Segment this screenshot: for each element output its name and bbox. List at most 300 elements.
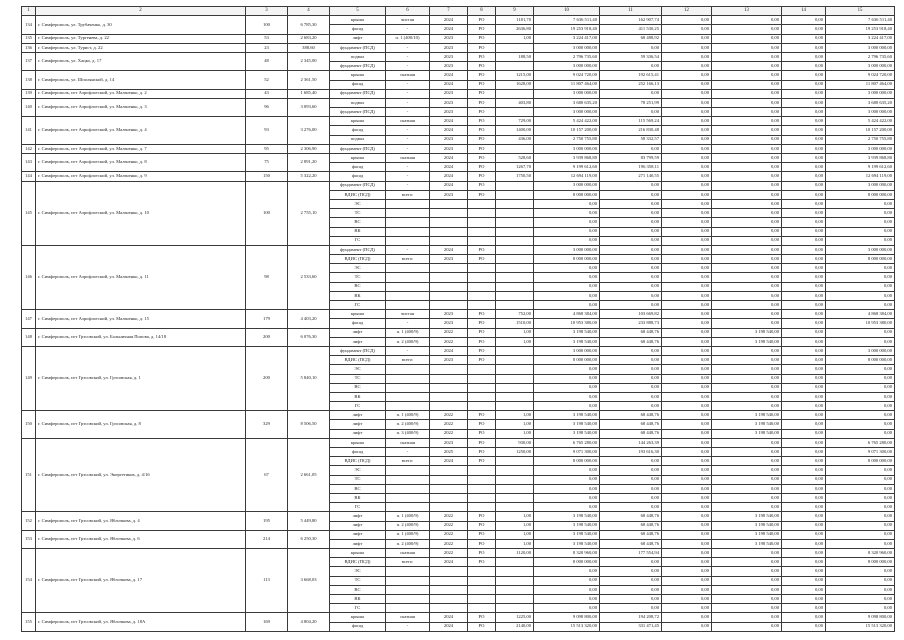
fund-cost-cell: 68 448,76: [600, 411, 662, 420]
owner-funds-cell: 0,00: [826, 273, 895, 282]
work-type-cell: фундамент (ПСД): [330, 181, 386, 190]
budget-3-cell: 0,00: [782, 438, 826, 447]
work-type-cell: подвал: [330, 52, 386, 61]
executor-cell: РО: [468, 126, 496, 135]
owner-funds-cell: 8 000 000,00: [826, 356, 895, 365]
executor-cell: [468, 291, 496, 300]
total-cost-cell: 0,00: [534, 383, 600, 392]
work-type-cell: крыша: [330, 549, 386, 558]
row-number: 145: [22, 181, 36, 245]
header-cell: 14: [782, 7, 826, 16]
work-detail-cell: п. 3 (400/9): [386, 429, 430, 438]
budget-1-cell: 0,00: [662, 539, 712, 548]
fund-cost-cell: 0,00: [600, 374, 662, 383]
owner-funds-cell: 0,00: [826, 402, 895, 411]
work-detail-cell: скатная: [386, 438, 430, 447]
volume-cell: [496, 282, 534, 291]
total-cost-cell: 0,00: [534, 466, 600, 475]
table-row: [22, 52, 895, 61]
table-row: [22, 117, 895, 126]
owner-funds-cell: 3 000 000,00: [826, 108, 895, 117]
total-cost-cell: 3 680 635,20: [534, 98, 600, 107]
year-cell: [430, 475, 468, 484]
volume-cell: [496, 383, 534, 392]
executor-cell: [468, 567, 496, 576]
executor-cell: РО: [468, 144, 496, 153]
fund-cost-cell: 68 448,76: [600, 337, 662, 346]
owner-funds-cell: 0,00: [826, 429, 895, 438]
volume-cell: 1510,00: [496, 319, 534, 328]
work-type-cell: лифт: [330, 34, 386, 43]
budget-3-cell: 0,00: [782, 52, 826, 61]
volume-cell: 1250,00: [496, 448, 534, 457]
work-detail-cell: -: [386, 181, 430, 190]
header-cell: 1: [22, 7, 36, 16]
budget-1-cell: 0,00: [662, 448, 712, 457]
volume-cell: 1,00: [496, 420, 534, 429]
executor-cell: РО: [468, 25, 496, 34]
year-cell: 2024: [430, 80, 468, 89]
executor-cell: [468, 475, 496, 484]
budget-1-cell: 0,00: [662, 420, 712, 429]
row-number: 141: [22, 117, 36, 145]
table-row: [22, 16, 895, 25]
year-cell: 2023: [430, 62, 468, 71]
work-detail-cell: -: [386, 144, 430, 153]
header-cell: 5: [330, 7, 386, 16]
work-detail-cell: -: [386, 25, 430, 34]
work-detail-cell: всего:: [386, 190, 430, 199]
area-cell: 169: [246, 613, 288, 632]
total-cost-cell: 0,00: [534, 227, 600, 236]
budget-2-cell: 0,00: [712, 356, 782, 365]
work-type-cell: ВС: [330, 218, 386, 227]
year-cell: 2023: [430, 356, 468, 365]
volume-cell: [496, 466, 534, 475]
address-cell: г. Симферополь, пгт Грэсовский, ул. Грэсовская, д. 8: [36, 411, 246, 439]
fund-cost-cell: 177 554,94: [600, 549, 662, 558]
budget-2-cell: 0,00: [712, 457, 782, 466]
volume-cell: [496, 356, 534, 365]
budget-1-cell: 0,00: [662, 80, 712, 89]
work-type-cell: крыша: [330, 438, 386, 447]
work-detail-cell: -: [386, 135, 430, 144]
budget-2-cell: 0,00: [712, 98, 782, 107]
work-type-cell: фундамент (ПСД): [330, 43, 386, 52]
budget-1-cell: 0,00: [662, 227, 712, 236]
total-cost-cell: 3 939 868,80: [534, 154, 600, 163]
budget-2-cell: 3 198 540,00: [712, 521, 782, 530]
executor-cell: РО: [468, 346, 496, 355]
total-cost-cell: 3 198 540,00: [534, 521, 600, 530]
work-type-cell: ЭС: [330, 466, 386, 475]
year-cell: 2023: [430, 34, 468, 43]
executor-cell: РО: [468, 328, 496, 337]
work-type-cell: ТС: [330, 475, 386, 484]
row-number: 153: [22, 530, 36, 548]
owner-funds-cell: 9 024 720,00: [826, 71, 895, 80]
budget-3-cell: 0,00: [782, 108, 826, 117]
work-detail-cell: п. 2 (400/9): [386, 521, 430, 530]
executor-cell: [468, 503, 496, 512]
executor-cell: РО: [468, 172, 496, 181]
row-number: 154: [22, 549, 36, 613]
budget-3-cell: 0,00: [782, 512, 826, 521]
executor-cell: РО: [468, 255, 496, 264]
budget-1-cell: 0,00: [662, 245, 712, 254]
cost-cell: 2 755,10: [288, 181, 330, 245]
budget-3-cell: 0,00: [782, 16, 826, 25]
budget-2-cell: 3 198 540,00: [712, 429, 782, 438]
total-cost-cell: 0,00: [534, 365, 600, 374]
work-detail-cell: скатная: [386, 613, 430, 622]
fund-cost-cell: 0,00: [600, 291, 662, 300]
year-cell: 2022: [430, 411, 468, 420]
volume-cell: [496, 255, 534, 264]
budget-2-cell: 0,00: [712, 255, 782, 264]
work-type-cell: ГС: [330, 604, 386, 613]
row-number: 151: [22, 438, 36, 512]
total-cost-cell: 3 000 000,00: [534, 62, 600, 71]
budget-2-cell: 0,00: [712, 108, 782, 117]
fund-cost-cell: 0,00: [600, 181, 662, 190]
budget-2-cell: 0,00: [712, 576, 782, 585]
budget-1-cell: 0,00: [662, 457, 712, 466]
header-cell: 9: [496, 7, 534, 16]
year-cell: [430, 484, 468, 493]
budget-3-cell: 0,00: [782, 530, 826, 539]
cost-cell: 3 668,03: [288, 549, 330, 613]
total-cost-cell: 3 198 540,00: [534, 420, 600, 429]
row-number: 142: [22, 144, 36, 153]
budget-2-cell: 0,00: [712, 475, 782, 484]
owner-funds-cell: 0,00: [826, 374, 895, 383]
fund-cost-cell: 0,00: [600, 503, 662, 512]
volume-cell: [496, 567, 534, 576]
year-cell: 2023: [430, 319, 468, 328]
budget-1-cell: 0,00: [662, 613, 712, 622]
budget-3-cell: 0,00: [782, 337, 826, 346]
volume-cell: 1120,00: [496, 549, 534, 558]
fund-cost-cell: 0,00: [600, 273, 662, 282]
volume-cell: [496, 181, 534, 190]
budget-3-cell: 0,00: [782, 163, 826, 172]
fund-cost-cell: 0,00: [600, 255, 662, 264]
executor-cell: РО: [468, 108, 496, 117]
fund-cost-cell: 196 358,11: [600, 163, 662, 172]
budget-2-cell: 0,00: [712, 595, 782, 604]
total-cost-cell: 9 024 720,00: [534, 71, 600, 80]
budget-2-cell: 0,00: [712, 43, 782, 52]
executor-cell: РО: [468, 71, 496, 80]
volume-cell: 1,00: [496, 530, 534, 539]
budget-3-cell: 0,00: [782, 622, 826, 631]
owner-funds-cell: 15 513 320,00: [826, 622, 895, 631]
work-detail-cell: [386, 585, 430, 594]
total-cost-cell: 10 157 200,00: [534, 126, 600, 135]
table-row: [22, 98, 895, 107]
work-detail-cell: [386, 383, 430, 392]
budget-2-cell: 0,00: [712, 62, 782, 71]
owner-funds-cell: 0,00: [826, 227, 895, 236]
budget-3-cell: 0,00: [782, 402, 826, 411]
year-cell: 2022: [430, 328, 468, 337]
work-detail-cell: п. 1 (400/10): [386, 34, 430, 43]
budget-2-cell: 3 198 540,00: [712, 512, 782, 521]
total-cost-cell: 3 000 000,00: [534, 181, 600, 190]
executor-cell: РО: [468, 117, 496, 126]
cost-cell: 8 506,50: [288, 411, 330, 439]
budget-2-cell: 0,00: [712, 585, 782, 594]
work-type-cell: фундамент (ПСД): [330, 144, 386, 153]
budget-2-cell: 3 198 540,00: [712, 420, 782, 429]
year-cell: 2023: [430, 89, 468, 98]
area-cell: 48: [246, 52, 288, 70]
work-detail-cell: [386, 484, 430, 493]
work-detail-cell: всего:: [386, 558, 430, 567]
budget-2-cell: 0,00: [712, 172, 782, 181]
budget-2-cell: 0,00: [712, 310, 782, 319]
owner-funds-cell: 10 157 200,00: [826, 126, 895, 135]
executor-cell: РО: [468, 530, 496, 539]
volume-cell: 1750,50: [496, 172, 534, 181]
work-type-cell: ЭС: [330, 567, 386, 576]
fund-cost-cell: 0,00: [600, 558, 662, 567]
work-detail-cell: -: [386, 108, 430, 117]
budget-1-cell: 0,00: [662, 595, 712, 604]
work-type-cell: ТС: [330, 374, 386, 383]
row-number: 135: [22, 34, 36, 43]
row-number: 134: [22, 16, 36, 34]
area-cell: 100: [246, 181, 288, 245]
work-type-cell: ГС: [330, 402, 386, 411]
work-detail-cell: -: [386, 448, 430, 457]
year-cell: [430, 585, 468, 594]
total-cost-cell: 5 424 422,00: [534, 117, 600, 126]
address-cell: г. Симферополь, пгт Аэрофлотский, ул. Мальченко, д. 4: [36, 117, 246, 145]
fund-cost-cell: 68 448,76: [600, 539, 662, 548]
cost-cell: 2 891,20: [288, 154, 330, 172]
budget-2-cell: 0,00: [712, 613, 782, 622]
total-cost-cell: 0,00: [534, 503, 600, 512]
year-cell: 2024: [430, 126, 468, 135]
work-type-cell: лифт: [330, 328, 386, 337]
executor-cell: РО: [468, 62, 496, 71]
volume-cell: [496, 199, 534, 208]
volume-cell: 1225,00: [496, 613, 534, 622]
work-detail-cell: всего:: [386, 255, 430, 264]
work-type-cell: ЭС: [330, 264, 386, 273]
budget-3-cell: 0,00: [782, 62, 826, 71]
total-cost-cell: 0,00: [534, 402, 600, 411]
owner-funds-cell: 8 320 960,00: [826, 549, 895, 558]
header-cell: 11: [600, 7, 662, 16]
table-row: [22, 89, 895, 98]
owner-funds-cell: 19 253 918,40: [826, 25, 895, 34]
year-cell: 2024: [430, 25, 468, 34]
area-cell: 329: [246, 411, 288, 439]
volume-cell: [496, 595, 534, 604]
owner-funds-cell: 0,00: [826, 411, 895, 420]
budget-3-cell: 0,00: [782, 392, 826, 401]
volume-cell: 2636,80: [496, 25, 534, 34]
budget-1-cell: 0,00: [662, 301, 712, 310]
total-cost-cell: 3 198 540,00: [534, 539, 600, 548]
work-detail-cell: п. 2 (400/9): [386, 337, 430, 346]
fund-cost-cell: 68 448,76: [600, 512, 662, 521]
owner-funds-cell: 0,00: [826, 264, 895, 273]
table-row: [22, 530, 895, 539]
total-cost-cell: 0,00: [534, 392, 600, 401]
volume-cell: [496, 227, 534, 236]
volume-cell: [496, 457, 534, 466]
work-detail-cell: п. 2 (400/9): [386, 420, 430, 429]
executor-cell: РО: [468, 52, 496, 61]
area-cell: 75: [246, 154, 288, 172]
total-cost-cell: 9 199 612,60: [534, 163, 600, 172]
owner-funds-cell: 0,00: [826, 567, 895, 576]
work-detail-cell: [386, 475, 430, 484]
year-cell: 2023: [430, 108, 468, 117]
year-cell: [430, 503, 468, 512]
volume-cell: 1,00: [496, 539, 534, 548]
budget-2-cell: 0,00: [712, 282, 782, 291]
year-cell: [430, 402, 468, 411]
budget-2-cell: 0,00: [712, 493, 782, 502]
volume-cell: 1,00: [496, 512, 534, 521]
fund-cost-cell: 252 166,13: [600, 80, 662, 89]
volume-cell: 1628,00: [496, 80, 534, 89]
budget-3-cell: 0,00: [782, 613, 826, 622]
budget-2-cell: 0,00: [712, 346, 782, 355]
address-cell: г. Симферополь, пгт Аэрофлотский, ул. Мальченко, д. 15: [36, 310, 246, 328]
row-number: 148: [22, 328, 36, 346]
volume-cell: [496, 291, 534, 300]
header-cell: 4: [288, 7, 330, 16]
year-cell: [430, 282, 468, 291]
fund-cost-cell: 68 448,76: [600, 521, 662, 530]
cost-cell: 4 403,20: [288, 310, 330, 328]
budget-2-cell: 0,00: [712, 89, 782, 98]
fund-cost-cell: 0,00: [600, 356, 662, 365]
year-cell: 2022: [430, 337, 468, 346]
fund-cost-cell: 0,00: [600, 365, 662, 374]
budget-2-cell: 3 198 540,00: [712, 539, 782, 548]
year-cell: 2024: [430, 558, 468, 567]
work-detail-cell: [386, 236, 430, 245]
budget-2-cell: 0,00: [712, 181, 782, 190]
work-type-cell: ЭС: [330, 365, 386, 374]
header-cell: 6: [386, 7, 430, 16]
budget-3-cell: 0,00: [782, 595, 826, 604]
table-row: [22, 549, 895, 558]
total-cost-cell: 0,00: [534, 374, 600, 383]
work-detail-cell: [386, 199, 430, 208]
fund-cost-cell: 0,00: [600, 392, 662, 401]
work-type-cell: ВДИС (ПСД): [330, 558, 386, 567]
area-cell: 23: [246, 43, 288, 52]
work-detail-cell: -: [386, 346, 430, 355]
year-cell: 2024: [430, 245, 468, 254]
budget-3-cell: 0,00: [782, 328, 826, 337]
volume-cell: [496, 475, 534, 484]
area-cell: 195: [246, 512, 288, 530]
budget-2-cell: 0,00: [712, 301, 782, 310]
budget-3-cell: 0,00: [782, 604, 826, 613]
budget-1-cell: 0,00: [662, 310, 712, 319]
owner-funds-cell: 0,00: [826, 576, 895, 585]
work-detail-cell: -: [386, 89, 430, 98]
budget-3-cell: 0,00: [782, 135, 826, 144]
work-detail-cell: [386, 466, 430, 475]
year-cell: 2022: [430, 420, 468, 429]
owner-funds-cell: 3 000 000,00: [826, 43, 895, 52]
budget-2-cell: 0,00: [712, 549, 782, 558]
budget-3-cell: 0,00: [782, 503, 826, 512]
area-cell: 52: [246, 71, 288, 89]
owner-funds-cell: 0,00: [826, 209, 895, 218]
work-type-cell: ВС: [330, 383, 386, 392]
budget-3-cell: 0,00: [782, 117, 826, 126]
budget-1-cell: 0,00: [662, 328, 712, 337]
executor-cell: [468, 383, 496, 392]
budget-2-cell: 0,00: [712, 144, 782, 153]
volume-cell: [496, 585, 534, 594]
work-detail-cell: [386, 365, 430, 374]
address-cell: г. Симферополь, пгт Грэсовский, ул. Яблочкова, д. 17: [36, 549, 246, 613]
total-cost-cell: 8 000 000,00: [534, 255, 600, 264]
work-detail-cell: -: [386, 245, 430, 254]
owner-funds-cell: 3 000 000,00: [826, 346, 895, 355]
total-cost-cell: 3 198 540,00: [534, 411, 600, 420]
table-row: [22, 172, 895, 181]
budget-2-cell: 0,00: [712, 25, 782, 34]
total-cost-cell: 0,00: [534, 218, 600, 227]
total-cost-cell: 0,00: [534, 273, 600, 282]
total-cost-cell: 2 796 735,60: [534, 52, 600, 61]
cost-cell: 5 449,80: [288, 512, 330, 530]
total-cost-cell: 3 198 540,00: [534, 530, 600, 539]
budget-1-cell: 0,00: [662, 356, 712, 365]
budget-2-cell: 0,00: [712, 209, 782, 218]
total-cost-cell: 12 694 119,00: [534, 172, 600, 181]
address-cell: г. Симферополь, ул. Шполянской, д. 14: [36, 71, 246, 89]
volume-cell: [496, 245, 534, 254]
owner-funds-cell: 3 000 000,00: [826, 144, 895, 153]
year-cell: [430, 199, 468, 208]
fund-cost-cell: 78 251,99: [600, 98, 662, 107]
work-detail-cell: [386, 209, 430, 218]
year-cell: 2024: [430, 117, 468, 126]
owner-funds-cell: 0,00: [826, 420, 895, 429]
area-cell: 43: [246, 89, 288, 98]
year-cell: 2023: [430, 98, 468, 107]
row-number: 149: [22, 346, 36, 410]
volume-cell: [496, 301, 534, 310]
work-type-cell: ВДИС (ПСД): [330, 255, 386, 264]
budget-3-cell: 0,00: [782, 209, 826, 218]
table-row: [22, 512, 895, 521]
executor-cell: РО: [468, 245, 496, 254]
executor-cell: РО: [468, 512, 496, 521]
budget-3-cell: 0,00: [782, 154, 826, 163]
work-type-cell: ВС: [330, 484, 386, 493]
year-cell: 2024: [430, 181, 468, 190]
work-type-cell: крыша: [330, 16, 386, 25]
budget-1-cell: 0,00: [662, 218, 712, 227]
work-type-cell: ВК: [330, 227, 386, 236]
owner-funds-cell: 0,00: [826, 365, 895, 374]
